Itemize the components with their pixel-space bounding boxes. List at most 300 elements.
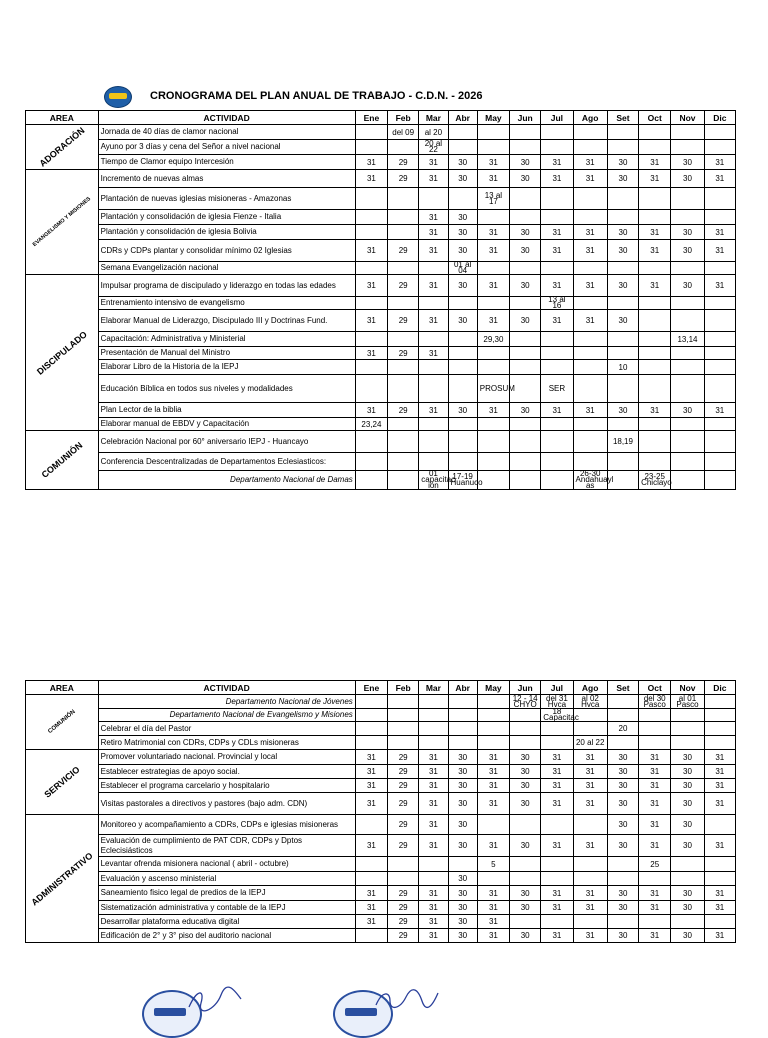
month-cell: 31 [573, 886, 607, 901]
month-cell: 30 [607, 835, 638, 857]
month-cell: 31 [704, 403, 735, 418]
month-cell [510, 210, 541, 225]
activity-cell: Presentación de Manual del Ministro [98, 347, 355, 360]
month-cell: del 09 [388, 125, 419, 140]
month-cell [477, 709, 509, 722]
month-cell: 31 [477, 275, 509, 297]
month-cell [477, 262, 509, 275]
month-cell: 30 [510, 793, 541, 815]
month-cell [541, 471, 573, 490]
month-cell: 31 [541, 240, 573, 262]
month-cell [704, 857, 735, 872]
month-cell: 31 [477, 225, 509, 240]
month-cell: 31 [704, 750, 735, 765]
activity-cell: Evaluación de cumplimiento de PAT CDR, CDPs y Dptos Eclecisiásticos [98, 835, 355, 857]
month-cell [510, 722, 541, 736]
month-cell [573, 360, 607, 375]
month-cell [448, 736, 477, 750]
month-cell [704, 332, 735, 347]
activity-cell: Celebración Nacional por 60° aniversario IEPJ - Huancayo [98, 431, 355, 453]
month-cell: 29 [388, 403, 419, 418]
month-cell: 31 [419, 886, 448, 901]
month-cell: 29 [388, 793, 419, 815]
month-cell: 30 [448, 170, 477, 188]
month-cell [419, 431, 448, 453]
month-cell [510, 347, 541, 360]
area-label-cell [26, 170, 99, 275]
month-cell: 30 [448, 225, 477, 240]
month-cell: 31 [419, 815, 448, 835]
activity-cell: Tiempo de Clamor equipo Intercesión [98, 155, 355, 170]
month-cell [671, 471, 704, 490]
table-row [26, 929, 736, 943]
month-cell [704, 262, 735, 275]
month-cell: 13,14 [671, 332, 704, 347]
month-cell: 29 [388, 347, 419, 360]
month-cell [477, 722, 509, 736]
area-label-cell [26, 815, 99, 943]
month-cell: 29 [388, 929, 419, 943]
month-header: Nov [671, 111, 704, 125]
month-cell: 31 [355, 793, 387, 815]
month-cell [573, 140, 607, 155]
activity-cell: Establecer estrategias de apoyo social. [98, 765, 355, 779]
month-cell [671, 736, 704, 750]
month-cell: 31 [639, 901, 671, 915]
month-cell [448, 188, 477, 210]
month-cell [541, 262, 573, 275]
month-cell: 31 [419, 347, 448, 360]
table-row [26, 210, 736, 225]
month-cell: 31 [419, 240, 448, 262]
month-cell [639, 431, 671, 453]
month-cell: 31 [541, 310, 573, 332]
month-cell: 30 [448, 793, 477, 815]
month-cell [704, 310, 735, 332]
month-cell: 31 [704, 835, 735, 857]
month-cell: 31 [639, 779, 671, 793]
area-header: AREA [26, 111, 99, 125]
month-cell: 31 [355, 275, 387, 297]
month-cell: 29 [388, 750, 419, 765]
month-cell: 31 [573, 310, 607, 332]
month-header: Abr [448, 681, 477, 695]
month-cell: 31 [639, 225, 671, 240]
month-cell: 30 [448, 929, 477, 943]
month-cell: 30 [607, 240, 638, 262]
month-cell: 30 [671, 901, 704, 915]
month-cell [448, 140, 477, 155]
activity-cell: Saneamiento fisico legal de predios de la IEPJ [98, 886, 355, 901]
month-cell: 31 [419, 275, 448, 297]
month-cell [541, 872, 573, 886]
month-cell: 30 [448, 210, 477, 225]
month-cell [510, 709, 541, 722]
month-cell [639, 262, 671, 275]
month-cell [607, 297, 638, 310]
activity-header: ACTIVIDAD [98, 111, 355, 125]
month-cell [355, 360, 387, 375]
table-row [26, 886, 736, 901]
month-cell [607, 453, 638, 471]
month-cell [607, 915, 638, 929]
month-cell [355, 722, 387, 736]
month-cell: 30 [510, 886, 541, 901]
month-cell [541, 722, 573, 736]
month-cell [448, 347, 477, 360]
month-cell [607, 262, 638, 275]
month-cell [607, 210, 638, 225]
month-cell: 31 [541, 779, 573, 793]
month-cell: 30 [671, 155, 704, 170]
month-header: Oct [639, 111, 671, 125]
month-cell [541, 125, 573, 140]
month-cell [477, 815, 509, 835]
month-cell [541, 431, 573, 453]
month-cell [388, 471, 419, 490]
month-cell: 31 [477, 915, 509, 929]
activity-cell: Incremento de nuevas almas [98, 170, 355, 188]
month-cell: 30 [607, 275, 638, 297]
month-cell [639, 722, 671, 736]
table-row [26, 793, 736, 815]
month-cell: 31 [541, 929, 573, 943]
month-cell [573, 297, 607, 310]
month-cell: 31 [477, 835, 509, 857]
activity-cell: Conferencia Descentralizadas de Departamentos Eclesiasticos: [98, 453, 355, 471]
month-cell: 31 [355, 886, 387, 901]
month-cell: 30 [671, 225, 704, 240]
activity-cell: Promover voluntariado nacional. Provincial y local [98, 750, 355, 765]
month-header: Feb [388, 111, 419, 125]
table-row [26, 170, 736, 188]
activity-cell: Departamento Nacional de Evangelismo y Misiones [98, 709, 355, 722]
month-cell [573, 375, 607, 403]
table-row [26, 765, 736, 779]
month-cell: 31 [639, 170, 671, 188]
month-cell [419, 360, 448, 375]
month-cell: 31 [573, 275, 607, 297]
table-row [26, 297, 736, 310]
month-cell [355, 453, 387, 471]
month-cell [477, 297, 509, 310]
month-cell [510, 360, 541, 375]
month-cell: 30 [607, 310, 638, 332]
month-cell [541, 140, 573, 155]
month-cell [573, 722, 607, 736]
month-cell: 31 [573, 403, 607, 418]
month-header: May [477, 111, 509, 125]
month-cell: 31 [477, 886, 509, 901]
area-label: COMUNIÓN [39, 440, 85, 480]
table-row [26, 418, 736, 431]
month-cell [448, 453, 477, 471]
month-cell [671, 188, 704, 210]
activity-cell: Levantar ofrenda misionera nacional ( abril - octubre) [98, 857, 355, 872]
month-cell: 31 [573, 793, 607, 815]
month-cell [448, 332, 477, 347]
month-cell: 31 [704, 779, 735, 793]
month-cell [355, 736, 387, 750]
month-cell: 18 Capacitac [541, 709, 573, 722]
month-cell [448, 709, 477, 722]
month-cell [607, 188, 638, 210]
month-cell [510, 297, 541, 310]
month-cell [388, 375, 419, 403]
month-cell: 30 [510, 779, 541, 793]
month-cell: del 31 Hvca [541, 695, 573, 709]
month-cell [639, 188, 671, 210]
month-cell: 30 [448, 872, 477, 886]
month-cell: 30 [510, 275, 541, 297]
month-cell: 31 [355, 155, 387, 170]
signature [185, 985, 245, 1015]
month-cell: 30 [671, 275, 704, 297]
month-cell: 31 [704, 901, 735, 915]
month-cell [671, 857, 704, 872]
month-cell [573, 431, 607, 453]
month-cell [704, 695, 735, 709]
month-cell [573, 857, 607, 872]
activity-cell: Elaborar manual de EBDV y Capacitación [98, 418, 355, 431]
month-header: Ago [573, 111, 607, 125]
month-cell [355, 857, 387, 872]
month-cell [639, 332, 671, 347]
activity-cell: Departamento Nacional de Damas [98, 471, 355, 490]
month-cell: 31 [355, 835, 387, 857]
month-cell: 31 [477, 170, 509, 188]
month-cell [639, 210, 671, 225]
month-cell [419, 857, 448, 872]
month-cell [510, 431, 541, 453]
area-label-cell [26, 125, 99, 170]
month-cell [639, 453, 671, 471]
month-cell [671, 210, 704, 225]
month-cell: 29 [388, 155, 419, 170]
month-cell [448, 297, 477, 310]
area-label-cell [26, 750, 99, 815]
month-cell [541, 360, 573, 375]
month-cell: 31 [355, 240, 387, 262]
month-cell: 30 [510, 240, 541, 262]
month-cell [448, 857, 477, 872]
month-cell [388, 722, 419, 736]
activity-cell: Edificación de 2° y 3° piso del auditorio nacional [98, 929, 355, 943]
month-cell: 30 [607, 929, 638, 943]
table-row [26, 779, 736, 793]
month-cell [355, 332, 387, 347]
month-cell [355, 262, 387, 275]
month-cell: 31 [541, 275, 573, 297]
month-cell: 31 [573, 779, 607, 793]
month-cell: 10 [607, 360, 638, 375]
table-row [26, 722, 736, 736]
month-cell [639, 360, 671, 375]
month-cell: 31 [541, 901, 573, 915]
month-cell [510, 332, 541, 347]
month-cell [388, 332, 419, 347]
month-cell [510, 262, 541, 275]
table-row [26, 155, 736, 170]
month-cell: 31 [477, 310, 509, 332]
month-cell: 31 [477, 750, 509, 765]
month-cell [388, 418, 419, 431]
month-cell [510, 140, 541, 155]
month-cell [541, 188, 573, 210]
month-cell [388, 431, 419, 453]
month-cell [541, 857, 573, 872]
month-cell [671, 431, 704, 453]
month-cell: 31 [639, 275, 671, 297]
activity-cell: Semana Evangelización nacional [98, 262, 355, 275]
month-cell: 30 [607, 815, 638, 835]
month-cell [573, 210, 607, 225]
month-cell [671, 722, 704, 736]
activity-cell: Ayuno por 3 días y cena del Señor a nivel nacional [98, 140, 355, 155]
area-label: ADORACIÓN [37, 125, 87, 169]
month-cell [510, 471, 541, 490]
month-cell [671, 709, 704, 722]
month-cell [541, 915, 573, 929]
activity-cell: CDRs y CDPs plantar y consolidar mínimo 02 Iglesias [98, 240, 355, 262]
month-cell: 31 [639, 155, 671, 170]
month-cell: 30 [448, 750, 477, 765]
month-cell [671, 140, 704, 155]
table-row [26, 750, 736, 765]
month-cell: 30 [671, 835, 704, 857]
month-cell [573, 332, 607, 347]
month-cell: 25 [639, 857, 671, 872]
table-row [26, 360, 736, 375]
month-cell [388, 736, 419, 750]
month-cell: 30 [671, 750, 704, 765]
table-row [26, 835, 736, 857]
month-cell: 30 [607, 793, 638, 815]
table-row [26, 901, 736, 915]
month-cell [510, 872, 541, 886]
month-header: Dic [704, 111, 735, 125]
table-row [26, 709, 736, 722]
month-cell: 29 [388, 886, 419, 901]
month-cell: 29 [388, 275, 419, 297]
month-cell: 30 [510, 929, 541, 943]
month-cell [388, 453, 419, 471]
month-cell: 23-25 Chiclayo [639, 471, 671, 490]
month-cell: 31 [704, 765, 735, 779]
month-cell [541, 332, 573, 347]
month-cell: 30 [607, 886, 638, 901]
table-row [26, 695, 736, 709]
activity-cell: Monitoreo y acompañamiento a CDRs, CDPs e iglesias misioneras [98, 815, 355, 835]
table-row [26, 453, 736, 471]
month-cell [607, 375, 638, 403]
month-cell: 31 [639, 835, 671, 857]
month-cell [419, 418, 448, 431]
month-cell [671, 125, 704, 140]
month-cell [510, 188, 541, 210]
month-cell: 31 [419, 835, 448, 857]
month-cell: 31 [477, 240, 509, 262]
month-cell: 31 [419, 310, 448, 332]
month-cell [607, 418, 638, 431]
month-cell [607, 695, 638, 709]
table-row [26, 275, 736, 297]
month-cell [448, 695, 477, 709]
month-cell: 30 [671, 929, 704, 943]
iepj-logo [104, 86, 132, 108]
schedule-table-2 [25, 680, 736, 943]
table-row [26, 403, 736, 418]
month-cell [477, 210, 509, 225]
month-cell: 30 [671, 886, 704, 901]
month-cell: 30 [510, 835, 541, 857]
month-cell: 31 [541, 793, 573, 815]
month-cell [639, 915, 671, 929]
month-cell [477, 360, 509, 375]
month-cell [510, 736, 541, 750]
month-cell [671, 297, 704, 310]
month-cell: 31 [419, 210, 448, 225]
header-row [26, 111, 736, 125]
month-cell: 30 [671, 240, 704, 262]
month-cell [671, 375, 704, 403]
month-cell: 31 [573, 835, 607, 857]
table-row [26, 332, 736, 347]
month-cell [477, 431, 509, 453]
month-cell: 29 [388, 765, 419, 779]
month-header: May [477, 681, 509, 695]
month-cell [388, 225, 419, 240]
month-cell: 29 [388, 815, 419, 835]
month-cell: 31 [639, 403, 671, 418]
month-cell: 18,19 [607, 431, 638, 453]
month-cell [477, 872, 509, 886]
month-cell: 29 [388, 240, 419, 262]
activity-cell: Retiro Matrimonial con CDRs, CDPs y CDLs misioneras [98, 736, 355, 750]
month-cell: 31 [477, 901, 509, 915]
month-cell: PROSUM [477, 375, 509, 403]
month-cell: 29 [388, 901, 419, 915]
month-header: Jul [541, 111, 573, 125]
month-cell [541, 418, 573, 431]
activity-cell: Educación Bíblica en todos sus niveles y modalidades [98, 375, 355, 403]
table-row [26, 915, 736, 929]
month-cell: 29 [388, 915, 419, 929]
table-row [26, 140, 736, 155]
month-cell: 30 [448, 403, 477, 418]
month-cell: 31 [419, 929, 448, 943]
month-cell: 01 capacitac ión [419, 471, 448, 490]
month-cell [510, 125, 541, 140]
month-cell [639, 709, 671, 722]
month-cell: 20 al 22 [573, 736, 607, 750]
month-cell: 13 al 16 [541, 297, 573, 310]
month-cell [419, 722, 448, 736]
month-cell [607, 347, 638, 360]
month-cell [704, 418, 735, 431]
month-header: Feb [388, 681, 419, 695]
month-cell: 30 [448, 310, 477, 332]
month-cell [419, 709, 448, 722]
month-cell: 30 [448, 779, 477, 793]
month-cell [573, 453, 607, 471]
activity-header: ACTIVIDAD [98, 681, 355, 695]
month-cell: 31 [573, 750, 607, 765]
area-label: DISCIPULADO [34, 328, 89, 377]
month-cell [388, 857, 419, 872]
month-header: Mar [419, 111, 448, 125]
month-cell: 31 [355, 403, 387, 418]
